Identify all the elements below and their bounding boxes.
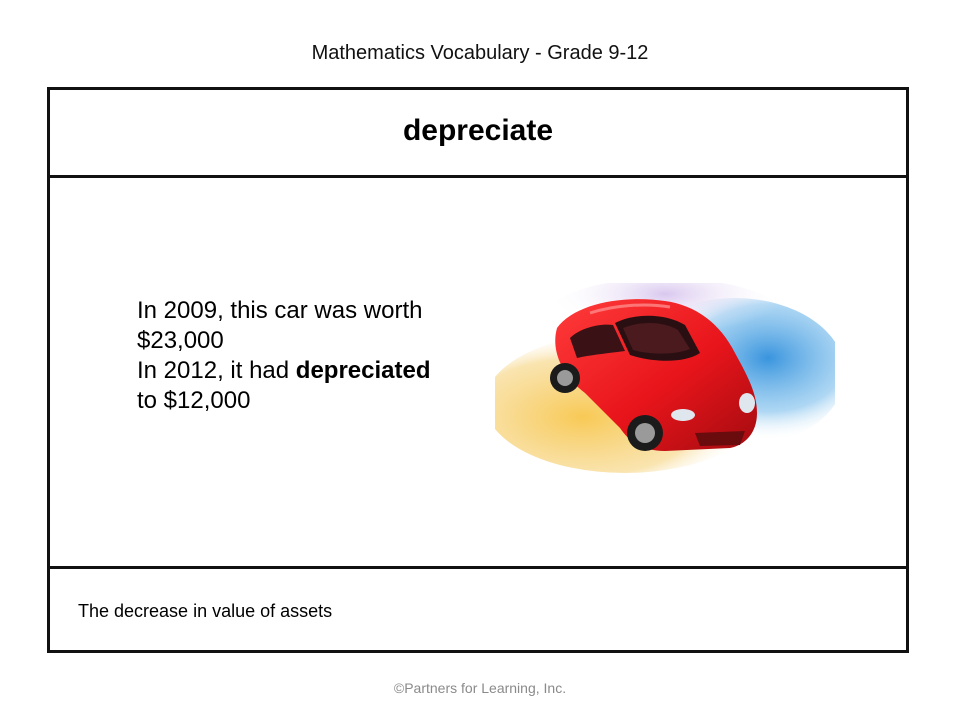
car-headlight-left <box>671 409 695 421</box>
example-line-1: In 2009, this car was worth <box>137 297 423 324</box>
definition-section <box>50 569 906 650</box>
car-image <box>495 283 835 473</box>
example-line-2: $23,000 <box>137 327 224 354</box>
car-grille <box>695 431 745 446</box>
term-section <box>50 90 906 178</box>
copyright-footer: ©Partners for Learning, Inc. <box>393 680 567 696</box>
definition-text: The decrease in value of assets <box>78 601 333 621</box>
page-title: Mathematics Vocabulary - Grade 9-12 <box>311 42 649 64</box>
toy-car-illustration <box>495 283 835 473</box>
vocabulary-card <box>47 87 909 653</box>
example-highlight-word: depreciated <box>295 357 431 384</box>
example-line-4: to $12,000 <box>137 387 251 414</box>
example-line-3 <box>137 356 507 386</box>
vocabulary-term: depreciate <box>402 113 554 147</box>
example-text <box>137 296 507 416</box>
example-section <box>50 178 906 569</box>
example-line-3-prefix: In 2012, it had <box>137 357 296 384</box>
car-headlight-right <box>739 393 755 413</box>
